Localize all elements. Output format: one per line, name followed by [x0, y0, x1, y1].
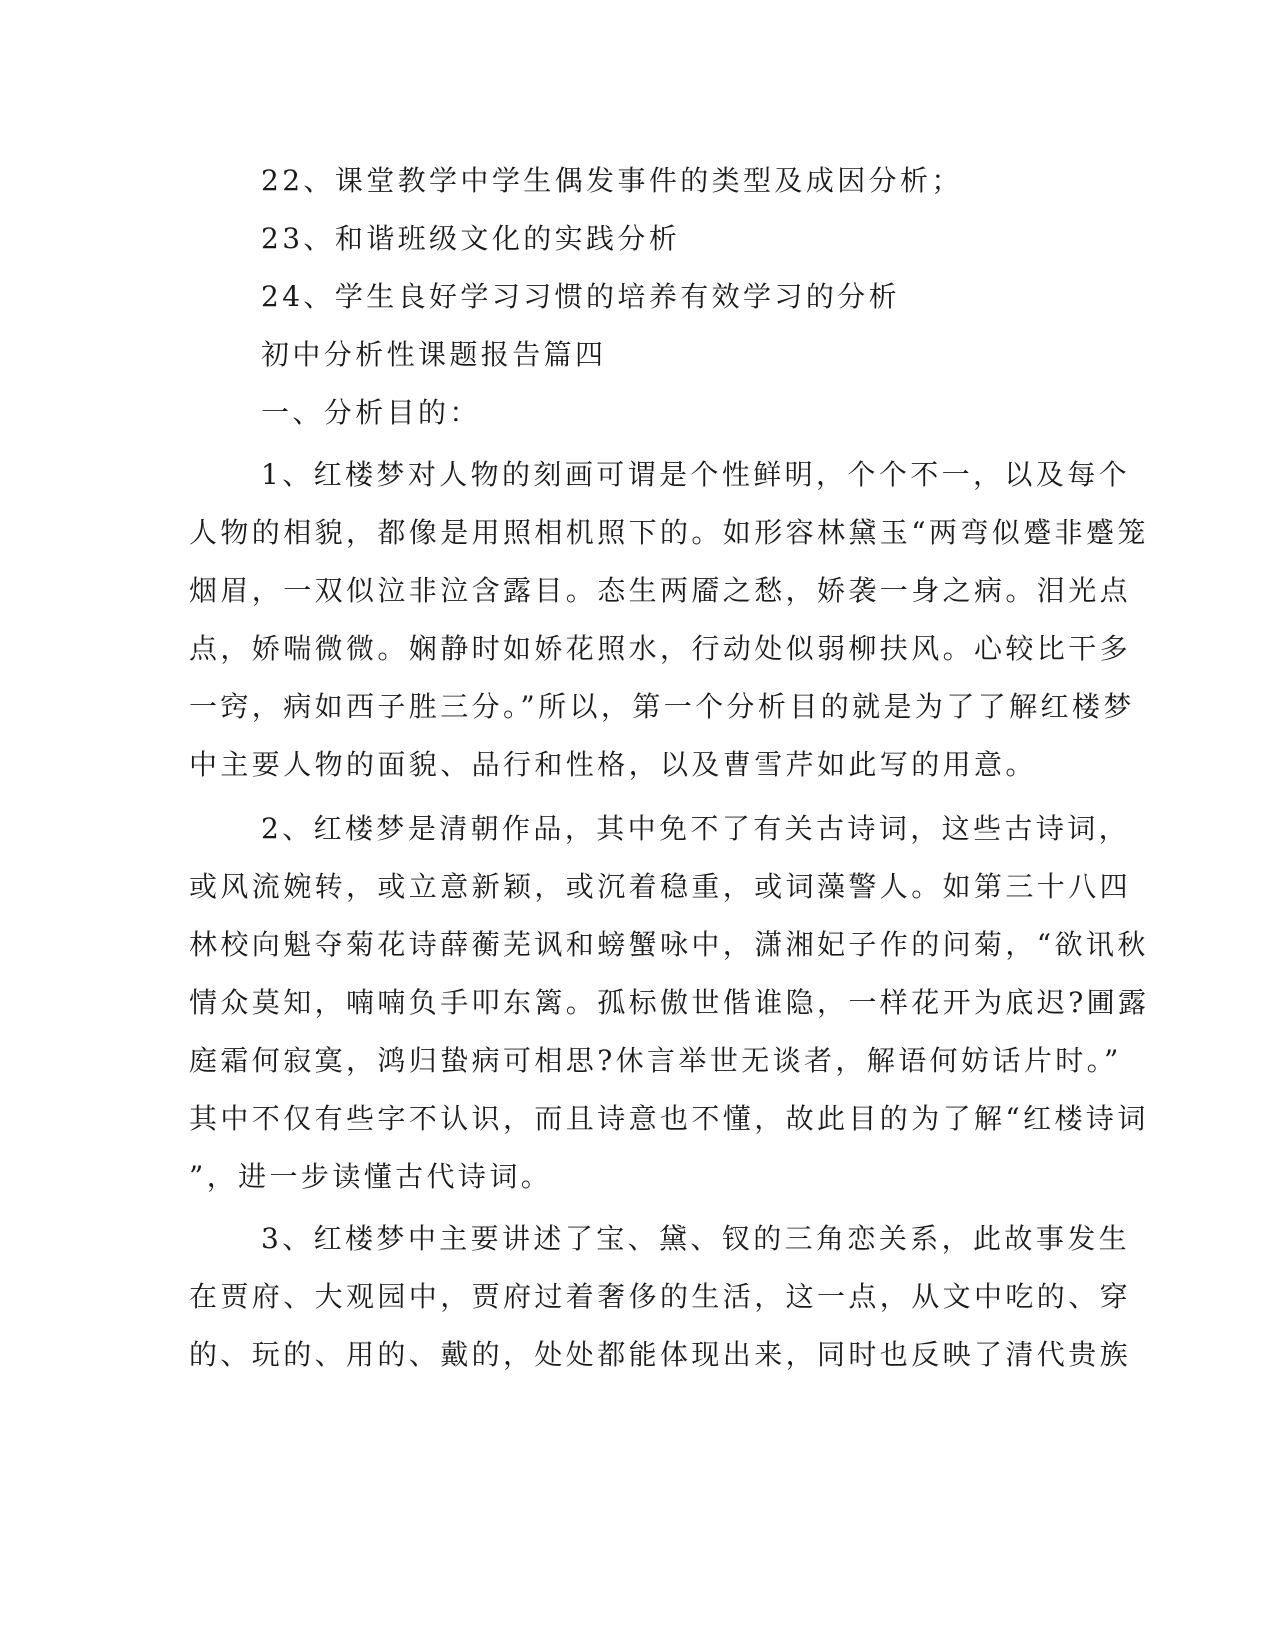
- paragraph-3-line: 3、红楼梦中主要讲述了宝、黛、钗的三角恋关系，此故事发生: [261, 1222, 1131, 1255]
- subheading: 一、分析目的：: [261, 396, 481, 429]
- paragraph-2-line: 林校向魁夺菊花诗薛蘅芜讽和螃蟹咏中，潇湘妃子作的问菊，“欲讯秋: [189, 928, 1149, 961]
- paragraph-2-line: 庭霜何寂寞，鸿归蛰病可相思?休言举世无谈者，解语何妨话片时。”: [189, 1044, 1122, 1077]
- paragraph-2-line: 2、红楼梦是清朝作品，其中免不了有关古诗词，这些古诗词，: [261, 812, 1131, 845]
- paragraph-3-line: 的、玩的、用的、戴的，处处都能体现出来，同时也反映了清代贵族: [189, 1338, 1132, 1371]
- list-item-22: 22、课堂教学中学生偶发事件的类型及成因分析；: [261, 164, 963, 197]
- paragraph-2-line: 情众莫知，喃喃负手叩东篱。孤标傲世偕谁隐，一样花开为底迟?圃露: [189, 986, 1150, 1019]
- section-title: 初中分析性课题报告篇四: [261, 338, 607, 371]
- list-item-24: 24、学生良好学习习惯的培养有效学习的分析: [261, 280, 901, 313]
- paragraph-1-line: 人物的相貌，都像是用照相机照下的。如形容林黛玉“两弯似蹙非蹙笼: [189, 516, 1149, 549]
- paragraph-2-line: 或风流婉转，或立意新颖，或沉着稳重，或词藻警人。如第三十八四: [189, 870, 1132, 903]
- paragraph-1-line: 一窍，病如西子胜三分。”所以，第一个分析目的就是为了了解红楼梦: [189, 690, 1135, 723]
- paragraph-1-line: 烟眉，一双似泣非泣含露目。态生两靥之愁，娇袭一身之病。泪光点: [189, 574, 1132, 607]
- paragraph-3-line: 在贾府、大观园中，贾府过着奢侈的生活，这一点，从文中吃的、穿: [189, 1280, 1132, 1313]
- paragraph-1-line: 中主要人物的面貌、品行和性格，以及曹雪芹如此写的用意。: [189, 748, 1037, 781]
- list-item-23: 23、和谐班级文化的实践分析: [261, 222, 681, 255]
- paragraph-2-line: 其中不仅有些字不认识，而且诗意也不懂，故此目的为了解“红楼诗词: [189, 1102, 1149, 1135]
- paragraph-2-line: ”，进一步读懂古代诗词。: [189, 1160, 553, 1193]
- paragraph-1-line: 1、红楼梦对人物的刻画可谓是个性鲜明，个个不一，以及每个: [261, 458, 1131, 491]
- paragraph-1-line: 点，娇喘微微。娴静时如娇花照水，行动处似弱柳扶风。心较比干多: [189, 632, 1132, 665]
